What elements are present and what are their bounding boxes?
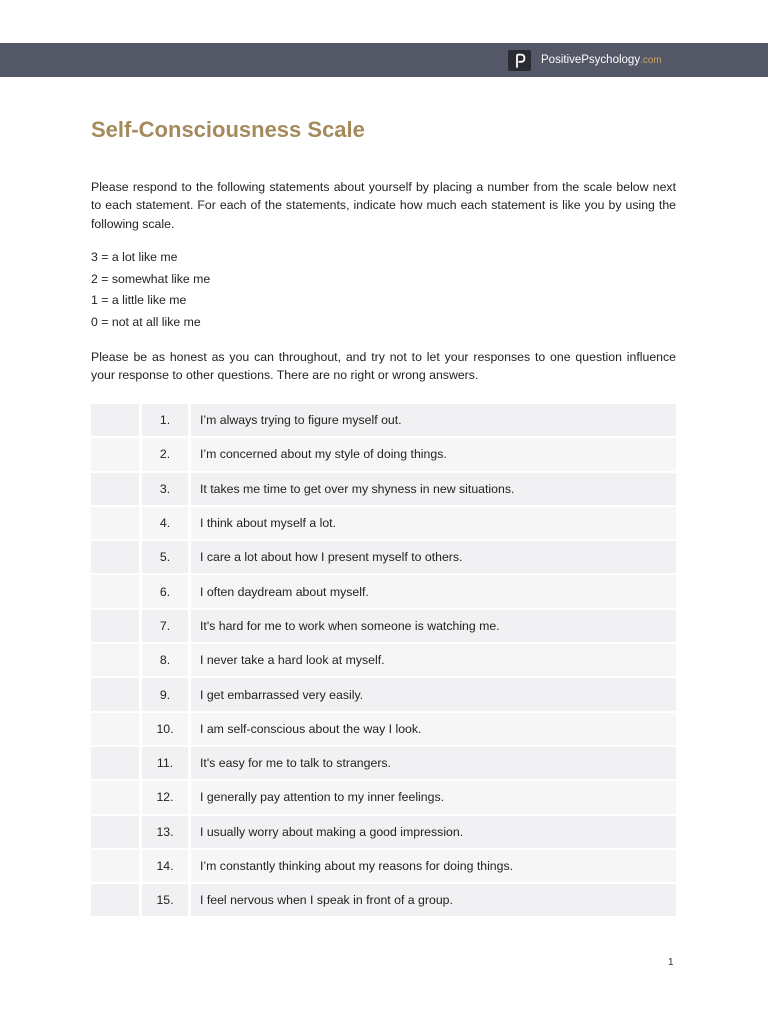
item-number: 5. [142,541,191,575]
intro-paragraph: Please respond to the following statements about yourself by placing a number from the scale below next to each statement. For each of the statements, indicate how much each statement is like you by using the following scale. [91,180,676,231]
table-row [91,438,676,472]
item-number: 11. [142,747,191,781]
table-row [91,575,676,609]
item-number: 10. [142,713,191,747]
item-statement: I am self-conscious about the way I look. [191,713,676,747]
table-row [91,404,676,438]
instructions-paragraph: Please be as honest as you can throughout, and try not to let your responses to one question influence your response to other questions. There are no right or wrong answers. [91,350,676,383]
item-number: 8. [142,644,191,678]
answer-cell[interactable] [91,781,142,815]
item-number: 4. [142,507,191,541]
item-statement: I’m concerned about my style of doing things. [191,438,676,472]
answer-cell[interactable] [91,575,142,609]
table-row [91,816,676,850]
item-number: 12. [142,781,191,815]
answer-cell[interactable] [91,438,142,472]
table-row [91,473,676,507]
questionnaire-table [91,404,676,918]
item-statement: I generally pay attention to my inner feelings. [191,781,676,815]
item-number: 2. [142,438,191,472]
item-statement: I’m always trying to figure myself out. [191,404,676,438]
table-row [91,747,676,781]
answer-cell[interactable] [91,610,142,644]
answer-cell[interactable] [91,644,142,678]
item-number: 13. [142,816,191,850]
item-statement: I usually worry about making a good impression. [191,816,676,850]
answer-cell[interactable] [91,713,142,747]
answer-cell[interactable] [91,850,142,884]
item-statement: It's easy for me to talk to strangers. [191,747,676,781]
table-row [91,507,676,541]
table-row [91,713,676,747]
table-row [91,541,676,575]
p-logo-icon [508,50,531,71]
scale-item: 0 = not at all like me [91,315,201,330]
rating-scale [91,247,210,334]
brand-suffix: .com [640,55,662,66]
item-statement: I get embarrassed very easily. [191,678,676,712]
page-number: 1 [668,957,674,968]
item-number: 7. [142,610,191,644]
answer-cell[interactable] [91,884,142,918]
table-row [91,884,676,918]
answer-cell[interactable] [91,507,142,541]
brand-name-text: PositivePsychology [541,54,641,66]
item-statement: I care a lot about how I present myself to others. [191,541,676,575]
answer-cell[interactable] [91,678,142,712]
item-statement: I’m constantly thinking about my reasons for doing things. [191,850,676,884]
item-number: 3. [142,473,191,507]
brand-name [541,53,662,68]
document-title: Self-Consciousness Scale [91,117,365,142]
table-row [91,678,676,712]
answer-cell[interactable] [91,541,142,575]
item-statement: I feel nervous when I speak in front of a group. [191,884,676,918]
scale-item: 3 = a lot like me [91,250,178,264]
answer-cell[interactable] [91,473,142,507]
answer-cell[interactable] [91,404,142,438]
header-bar [0,43,768,77]
item-statement: I never take a hard look at myself. [191,644,676,678]
item-number: 14. [142,850,191,884]
item-statement: I often daydream about myself. [191,575,676,609]
table-row [91,610,676,644]
item-statement: It takes me time to get over my shyness in new situations. [191,473,676,507]
item-number: 15. [142,884,191,918]
table-row [91,644,676,678]
scale-item: 1 = a little like me [91,293,187,308]
answer-cell[interactable] [91,747,142,781]
scale-item: 2 = somewhat like me [91,271,211,286]
table-row [91,781,676,815]
item-number: 9. [142,678,191,712]
item-statement: It's hard for me to work when someone is watching me. [191,610,676,644]
item-number: 6. [142,575,191,609]
item-number: 1. [142,404,191,438]
item-statement: I think about myself a lot. [191,507,676,541]
table-row [91,850,676,884]
answer-cell[interactable] [91,816,142,850]
